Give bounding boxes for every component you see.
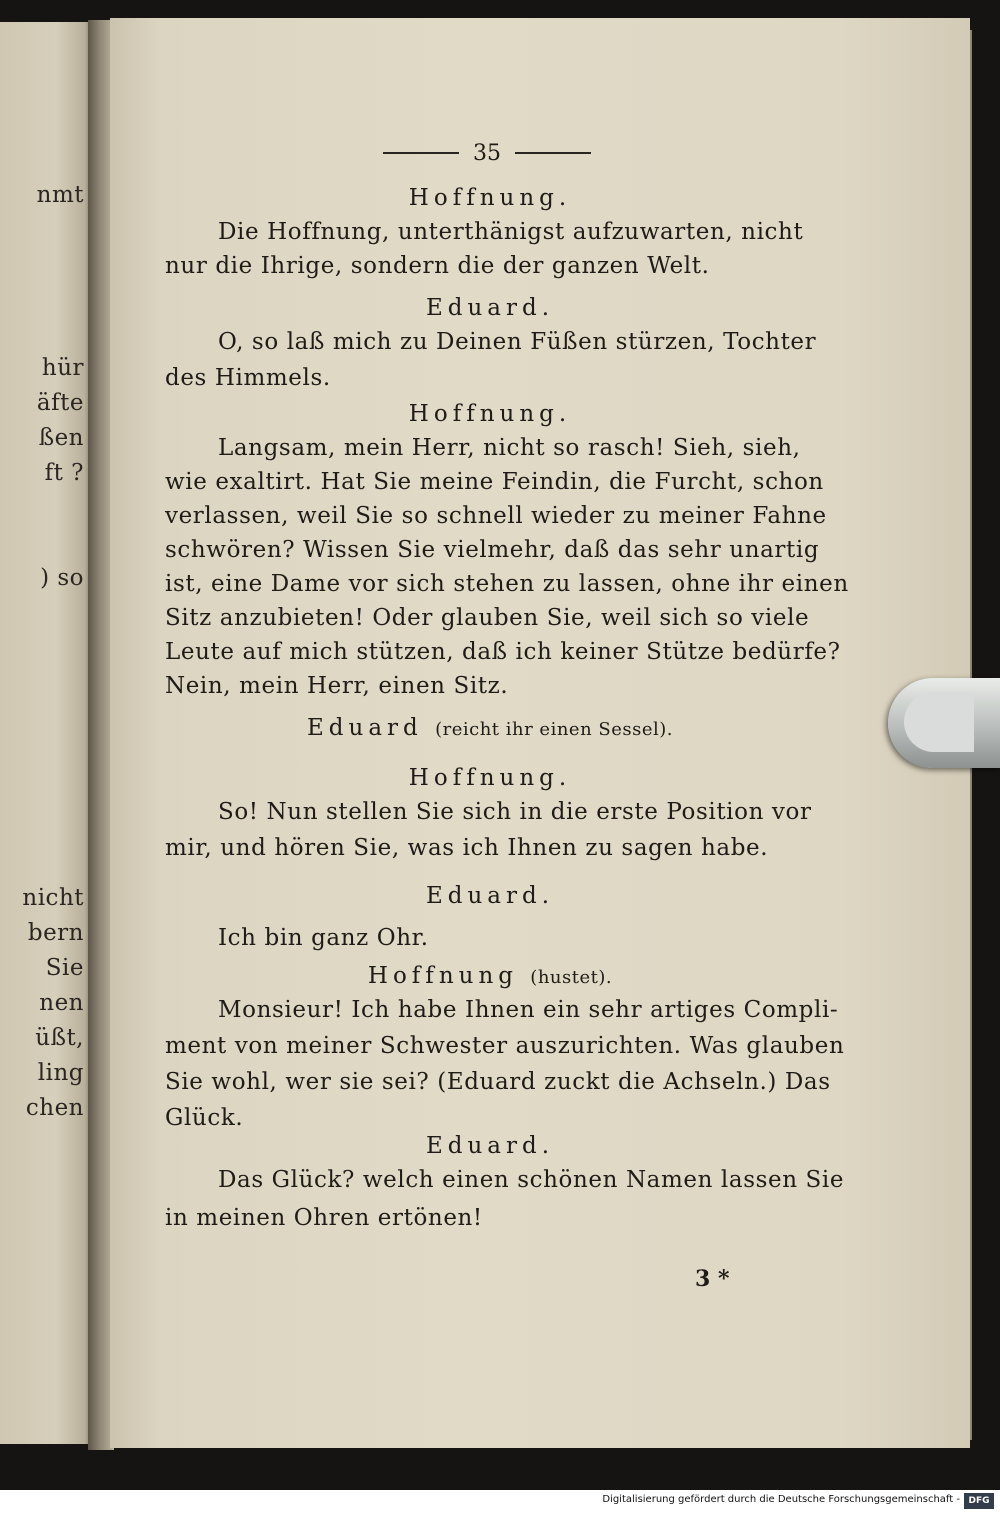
facing-page-fragment: ) so bbox=[40, 565, 84, 591]
header-rule-left bbox=[383, 152, 459, 154]
text-line: Nein, mein Herr, einen Sitz. bbox=[165, 673, 509, 699]
speaker-name bbox=[110, 398, 870, 430]
facing-page-fragment: chen bbox=[25, 1095, 84, 1121]
facing-page-fragment: Sie bbox=[45, 955, 84, 981]
page-clip-inner bbox=[904, 692, 974, 752]
text-line: ment von meiner Schwester auszurichten. Was glauben bbox=[165, 1033, 845, 1059]
speaker-label: Eduard. bbox=[425, 883, 555, 909]
speaker-name bbox=[110, 762, 870, 794]
speaker-label: Hoffnung. bbox=[408, 185, 572, 211]
speaker-name bbox=[110, 960, 870, 994]
page-number: 35 bbox=[473, 140, 501, 166]
text-line: Monsieur! Ich habe Ihnen ein sehr artiges Compli- bbox=[218, 997, 839, 1023]
text-line: nur die Ihrige, sondern die der ganzen Welt. bbox=[165, 253, 710, 279]
facing-page bbox=[0, 22, 92, 1444]
text-line: Leute auf mich stützen, daß ich keiner Stütze bedürfe? bbox=[165, 639, 841, 665]
speaker-name bbox=[110, 712, 870, 746]
text-line: in meinen Ohren ertönen! bbox=[165, 1205, 483, 1231]
dfg-logo: DFG bbox=[964, 1493, 994, 1509]
footer-bar bbox=[0, 1490, 1000, 1514]
facing-page-fragment: nen bbox=[39, 990, 84, 1016]
speaker-label: Eduard bbox=[307, 715, 423, 741]
text-line: Sie wohl, wer sie sei? (Eduard zuckt die Achseln.) Das bbox=[165, 1069, 831, 1095]
speaker-name bbox=[110, 182, 870, 214]
facing-page-fragment: nicht bbox=[22, 885, 84, 911]
speaker-name bbox=[110, 880, 870, 912]
text-line: So! Nun stellen Sie sich in die erste Position vor bbox=[218, 799, 812, 825]
facing-page-fragment: ling bbox=[37, 1060, 84, 1086]
speaker-label: Eduard. bbox=[425, 295, 555, 321]
speaker-label: Hoffnung bbox=[367, 963, 518, 989]
facing-page-fragment: nmt bbox=[36, 182, 84, 208]
text-line: Ich bin ganz Ohr. bbox=[218, 925, 429, 951]
text-line: ist, eine Dame vor sich stehen zu lassen, ohne ihr einen bbox=[165, 571, 849, 597]
text-line: schwören? Wissen Sie vielmehr, daß das sehr unartig bbox=[165, 537, 820, 563]
speaker-name bbox=[110, 292, 870, 324]
facing-page-fragment: bern bbox=[27, 920, 84, 946]
text-line: verlassen, weil Sie so schnell wieder zu meiner Fahne bbox=[165, 503, 827, 529]
page-header bbox=[372, 138, 602, 168]
facing-page-fragment: äfte bbox=[36, 390, 84, 416]
text-line: Das Glück? welch einen schönen Namen lassen Sie bbox=[218, 1167, 845, 1193]
text-line: wie exaltirt. Hat Sie meine Feindin, die Furcht, schon bbox=[165, 469, 824, 495]
stage-direction: (reicht ihr einen Sessel). bbox=[435, 719, 673, 740]
speaker-label: Eduard. bbox=[425, 1133, 555, 1159]
page-clip bbox=[888, 678, 1000, 768]
stage-direction: (hustet). bbox=[530, 967, 613, 988]
facing-page-fragment: ßen bbox=[38, 425, 84, 451]
signature-mark: 3 * bbox=[695, 1266, 730, 1292]
speaker-label: Hoffnung. bbox=[408, 765, 572, 791]
text-line: mir, und hören Sie, was ich Ihnen zu sagen habe. bbox=[165, 835, 769, 861]
footer-credit: Digitalisierung gefördert durch die Deutsche Forschungsgemeinschaft - bbox=[602, 1494, 960, 1505]
text-line: Sitz anzubieten! Oder glauben Sie, weil sich so viele bbox=[165, 605, 810, 631]
text-line: des Himmels. bbox=[165, 365, 331, 391]
facing-page-fragment: üßt, bbox=[35, 1025, 84, 1051]
book-page bbox=[110, 18, 970, 1448]
speaker-label: Hoffnung. bbox=[408, 401, 572, 427]
text-line: Langsam, mein Herr, nicht so rasch! Sieh, sieh, bbox=[218, 435, 801, 461]
speaker-name bbox=[110, 1130, 870, 1162]
facing-page-fragment: ft ? bbox=[44, 460, 84, 486]
text-line: O, so laß mich zu Deinen Füßen stürzen, Tochter bbox=[218, 329, 817, 355]
header-rule-right bbox=[515, 152, 591, 154]
text-line: Die Hoffnung, unterthänigst aufzuwarten, nicht bbox=[218, 219, 804, 245]
facing-page-fragment: hür bbox=[41, 355, 84, 381]
text-line: Glück. bbox=[165, 1105, 244, 1131]
